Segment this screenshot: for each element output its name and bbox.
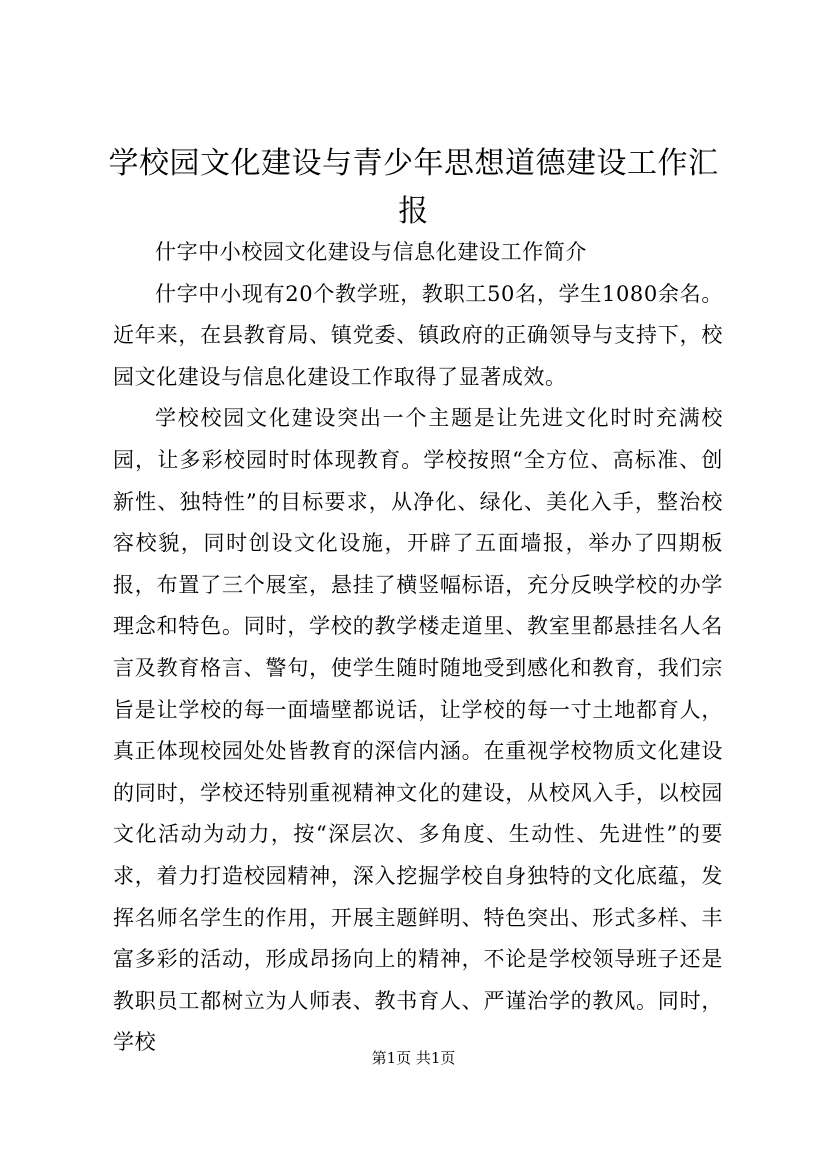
- page-footer: 第1页 共1页: [371, 1049, 456, 1067]
- subtitle-paragraph: 什字中小校园文化建设与信息化建设工作简介: [155, 240, 587, 264]
- document-body: [113, 232, 723, 1064]
- body-paragraph: 什字中小现有20个教学班，教职工50名，学生1080余名。近年来，在县教育局、镇党委、镇政府的正确领导与支持下，校园文化建设与信息化建设工作取得了显著成效。: [113, 281, 723, 389]
- body-paragraph: 学校校园文化建设突出一个主题是让先进文化时时充满校园，让多彩校园时时体现教育。学校按照“全方位、高标准、创新性、独特性”的目标要求，从净化、绿化、美化入手，整治校容校貌，同时创设文化设施，开辟了五面墙报，举办了四期板报，布置了三个展室，悬挂了横竖幅标语，充分反映学校的办学理念和特色。同时，学校的教学楼走道里、教室里都悬挂名人名言及教育格言、警句，使学生随时随地受到感化和教育，我们宗旨是让学校的每一面墙壁都说话，让学校的每一寸土地都育人，真正体现校园处处皆教育的深信内涵。在重视学校物质文化建设的同时，学校还特别重视精神文化的建设，从校风入手，以校园文化活动为动力，按“深层次、多角度、生动性、先进性”的要求，着力打造校园精神，深入挖掘学校自身独特的文化底蕴，发挥名师名学生的作用，开展主题鲜明、特色突出、形式多样、丰富多彩的活动，形成昂扬向上的精神，不论是学校领导班子还是教职员工都树立为人师表、教书育人、严谨治学的教风。同时，学校: [113, 406, 723, 1055]
- document-title: 学校园文化建设与青少年思想道德建设工作汇报: [108, 146, 719, 229]
